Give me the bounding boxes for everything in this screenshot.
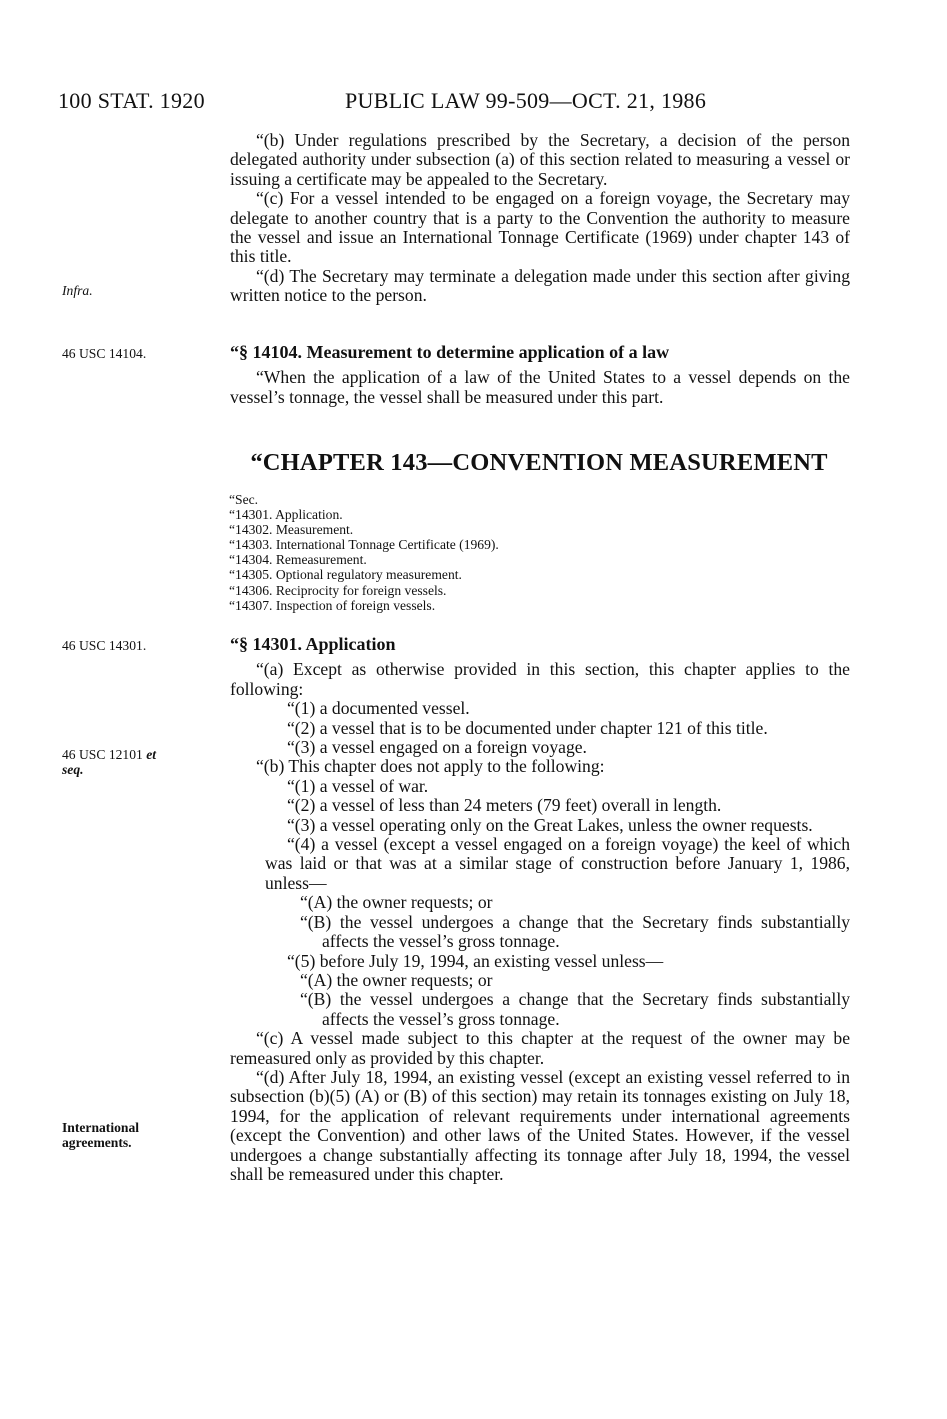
toc-item: “14307. Inspection of foreign vessels. (229, 597, 436, 613)
toc-item: “14303. International Tonnage Certificate (1969). (229, 537, 499, 553)
chapter-table-of-contents (229, 492, 499, 613)
section-14104 (230, 343, 850, 407)
subsection-d: “(d) After July 18, 1994, an existing vessel (except an existing vessel referred to in subsection (b)(5) (A) or (B) of this section) may retain its tonnages existing on July 18, 1994, for the application of relevant requirements under international agreements (except the Convention) and other laws of the United States. However, if the vessel undergoes a change substantially affecting its tonnage after July 18, 1994, the vessel shall be remeasured under this chapter. (230, 1066, 850, 1184)
section-14104-heading: “§ 14104. Measurement to determine application of a law (230, 342, 670, 362)
margin-note-usc-14301: 46 USC 14301. (62, 638, 147, 653)
toc-item: “14304. Remeasurement. (229, 552, 367, 568)
item-b1: “(1) a vessel of war. (287, 775, 429, 796)
item-b5B: “(B) the vessel undergoes a change that the Secretary finds substantially affects the vessel’s gross tonnage. (300, 989, 850, 1029)
item-b4B: “(B) the vessel undergoes a change that the Secretary finds substantially affects the vessel’s gross tonnage. (300, 911, 850, 952)
subsection-c: “(c) A vessel made subject to this chapter at the request of the owner may be remeasured only as provided by this chapter. (230, 1028, 850, 1068)
margin-note-agreements: agreements. (62, 1135, 132, 1150)
item-a3: “(3) a vessel engaged on a foreign voyage. (287, 737, 587, 758)
item-a2: “(2) a vessel that is to be documented under chapter 121 of this title. (287, 717, 768, 738)
margin-note-usc-12101 (62, 747, 156, 777)
section-14104-text: “When the application of a law of the United States to a vessel depends on the vessel’s tonnage, the vessel shall be measured under this part. (230, 367, 850, 407)
item-b5: “(5) before July 19, 1994, an existing vessel unless— (287, 950, 664, 971)
margin-note-international-agreements (62, 1120, 139, 1150)
subsection-a: “(a) Except as otherwise provided in this section, this chapter applies to the following: (230, 659, 850, 699)
toc-item: “14302. Measurement. (229, 522, 354, 538)
margin-note-et: et (146, 747, 157, 762)
chapter-title: “CHAPTER 143—CONVENTION MEASUREMENT (250, 449, 828, 476)
paragraph-b: “(b) Under regulations prescribed by the Secretary, a decision of the person delegated authority under subsection (a) of this section related to measuring a vessel or issuing a certificate may be appealed to the Secretary. (230, 130, 850, 189)
margin-note-seq: seq. (62, 762, 84, 777)
toc-item: “14306. Reciprocity for foreign vessels. (229, 582, 447, 598)
item-b3: “(3) a vessel operating only on the Great Lakes, unless the owner requests. (287, 814, 813, 835)
toc-item: “14301. Application. (229, 507, 343, 523)
toc-item: “14305. Optional regulatory measurement. (229, 567, 462, 583)
margin-note-usc-14104: 46 USC 14104. (62, 346, 147, 361)
item-a1: “(1) a documented vessel. (287, 698, 470, 719)
item-b2: “(2) a vessel of less than 24 meters (79 feet) overall in length. (287, 795, 722, 816)
margin-note-usc-12101-text: 46 USC 12101 (62, 747, 143, 762)
item-b4: “(4) a vessel (except a vessel engaged on a foreign voyage) the keel of which was laid or that was at a similar stage of construction before January 1, 1986, unless— (265, 834, 850, 893)
subsection-b: “(b) This chapter does not apply to the following: (256, 756, 605, 777)
item-b5A: “(A) the owner requests; or (300, 969, 493, 990)
page-running-title: PUBLIC LAW 99-509—OCT. 21, 1986 (345, 88, 707, 113)
margin-note-infra: Infra. (62, 283, 93, 298)
paragraph-d: “(d) The Secretary may terminate a delegation made under this section after giving written notice to the person. (230, 265, 850, 306)
item-b4A: “(A) the owner requests; or (300, 892, 493, 913)
section-14301-heading: “§ 14301. Application (230, 634, 396, 654)
page-stat-citation: 100 STAT. 1920 (58, 88, 205, 113)
section-14301 (230, 635, 850, 1184)
top-section (230, 131, 850, 306)
margin-note-international: International (62, 1120, 140, 1135)
paragraph-c: “(c) For a vessel intended to be engaged on a foreign voyage, the Secretary may delegate to another country that is a party to the Convention the authority to measure the vessel and issue an International Tonnage Certificate (1969) under chapter 143 of this title. (230, 188, 850, 267)
toc-label: “Sec. (229, 492, 259, 507)
